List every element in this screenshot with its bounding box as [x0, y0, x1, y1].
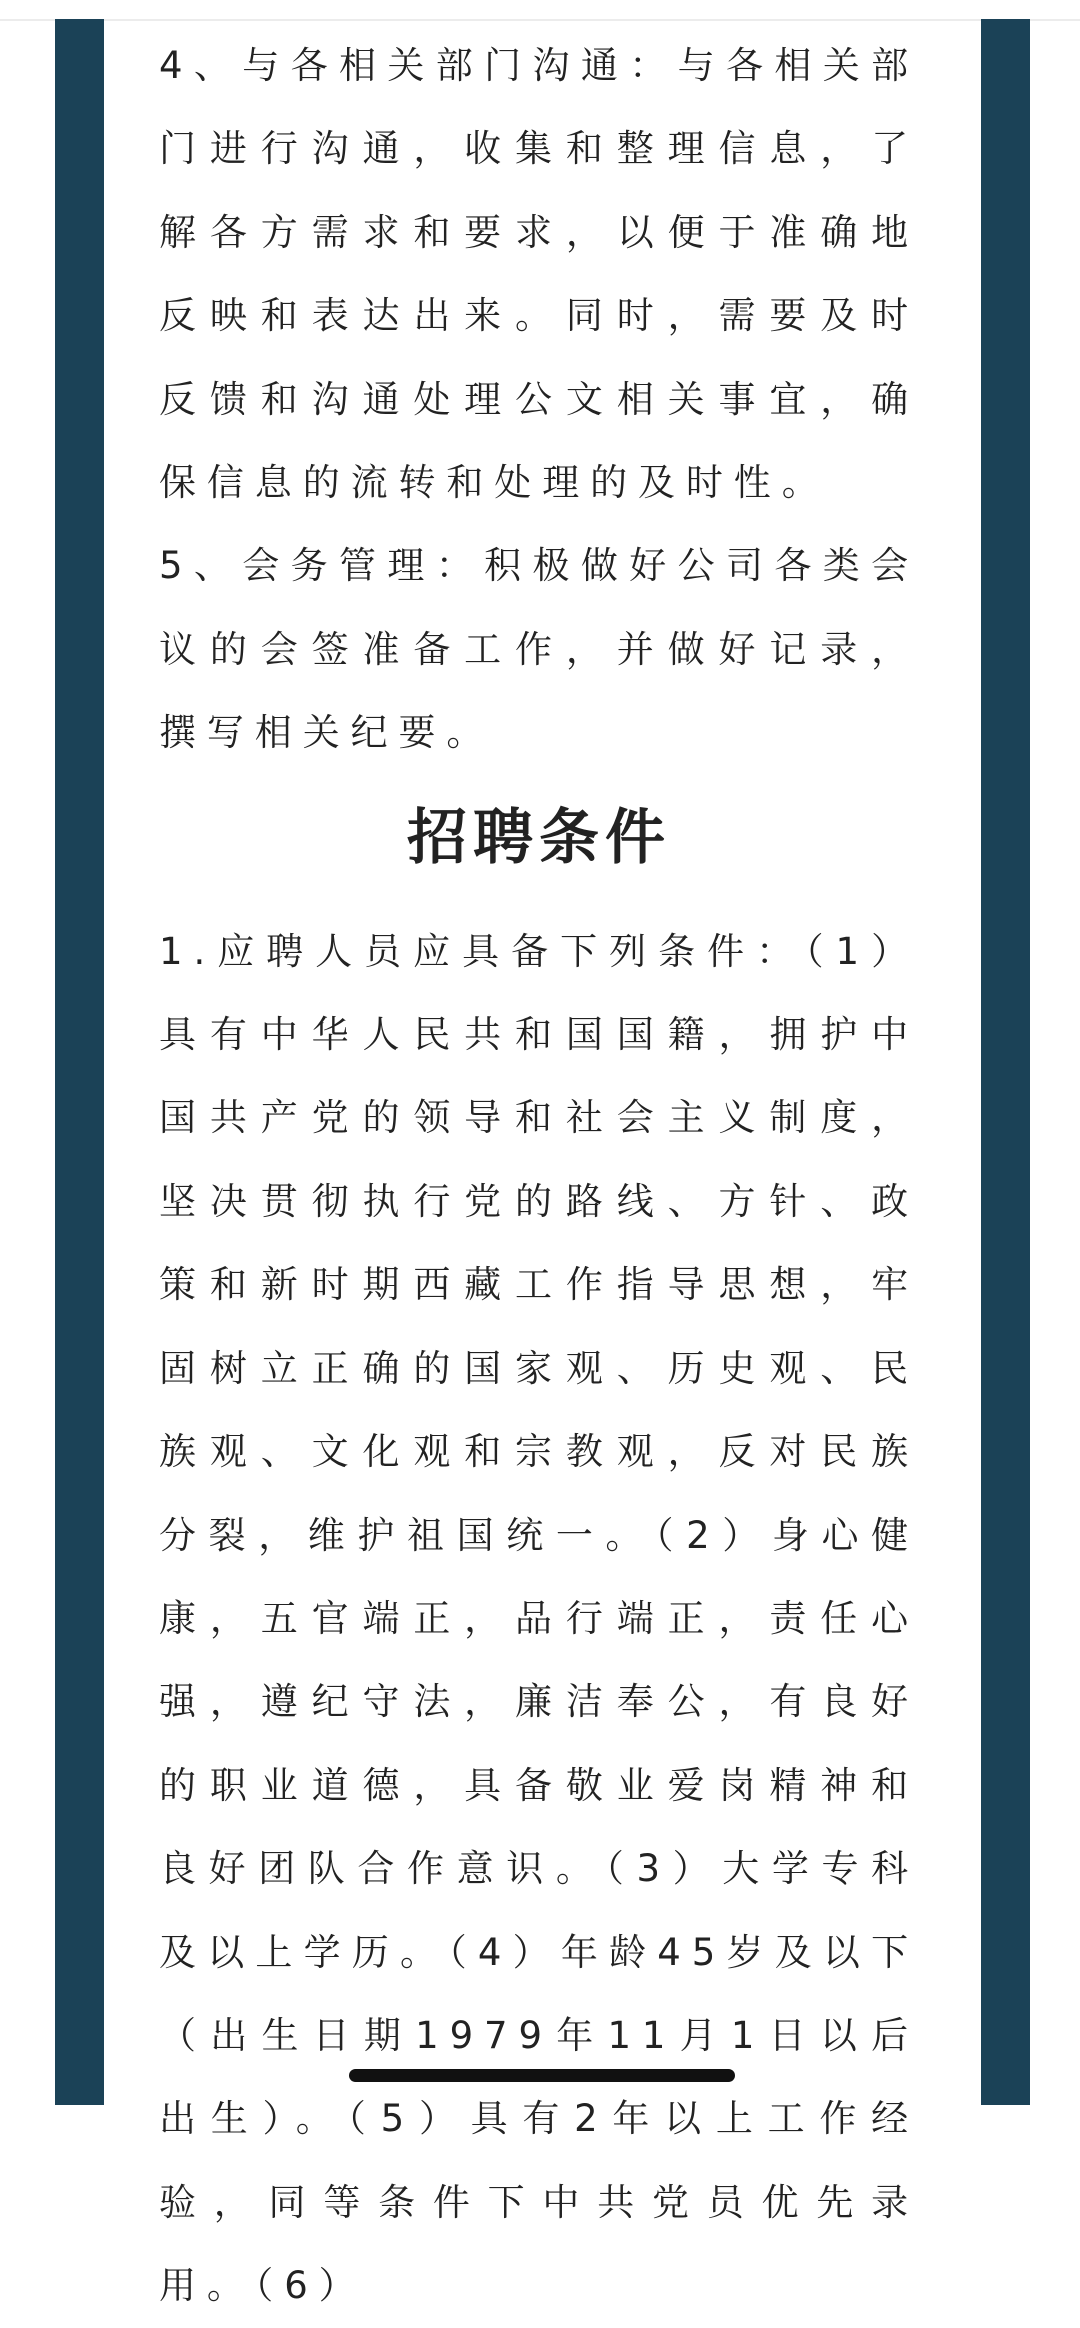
- home-indicator[interactable]: [349, 2069, 735, 2082]
- duty-item-5: 5、会务管理：积极做好公司各类会议的会签准备工作，并做好记录，撰写相关纪要。: [159, 544, 919, 755]
- recruitment-conditions: 1.应聘人员应具备下列条件：（1）具有中华人民共和国国籍，拥护中国共产党的领导和社会主义制度，坚决贯彻执行党的路线、方针、政策和新时期西藏工作指导思想，牢固树立正确的国家观、历史观、民族观、文化观和宗教观，反对民族分裂，维护祖国统一。（2）身心健康，五官端正，品行端正，责任心强，遵纪守法，廉洁奉公，有良好的职业道德，具备敬业爱岗精神和良好团队合作意识。（3）大学专科及以上学历。（4）年龄45岁及以下（出生日期1979年11月1日以后出生）。（5）具有2年以上工作经验，同等条件下中共党员优先录用。（6）: [159, 929, 919, 2308]
- left-decorative-border: [55, 19, 104, 2105]
- top-divider: [0, 19, 1080, 21]
- right-decorative-border: [981, 19, 1030, 2105]
- section-title: 招聘条件: [407, 802, 671, 873]
- article-content: [159, 24, 919, 2328]
- duty-item-4: 4、与各相关部门沟通：与各相关部门进行沟通，收集和整理信息，了解各方需求和要求，以便于准确地反映和表达出来。同时，需要及时反馈和沟通处理公文相关事宜，确保信息的流转和处理的及时性。: [159, 44, 919, 505]
